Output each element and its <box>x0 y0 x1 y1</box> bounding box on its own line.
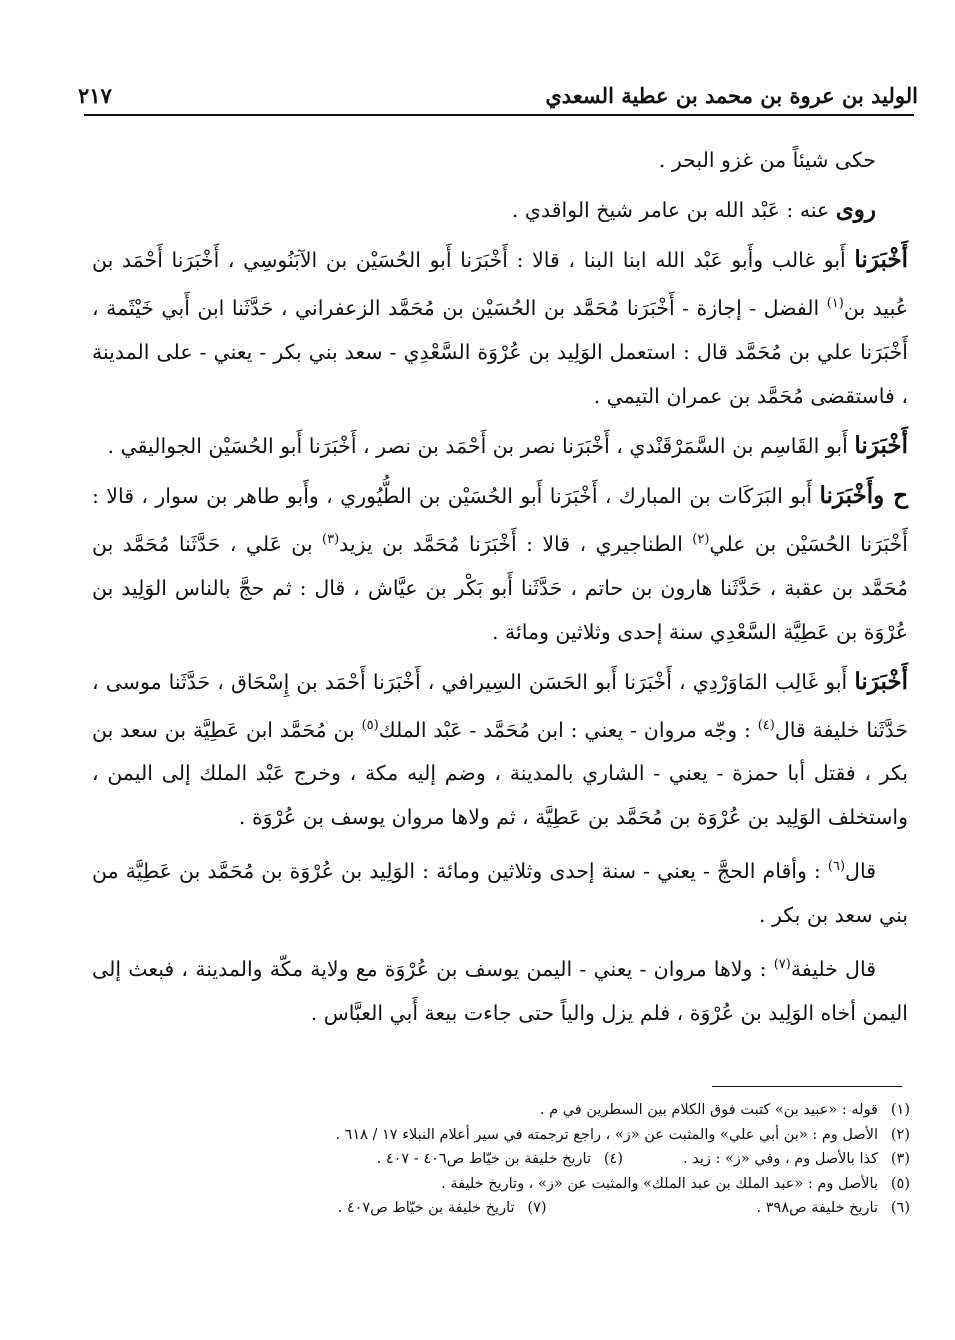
paragraph-5-text-b: الطناجيري ، قالا : أَخْبَرَنا مُحَمَّد بن يزيد <box>339 531 693 556</box>
header-rule <box>84 114 914 116</box>
footnote-ref-6[interactable]: (٦) <box>827 859 846 875</box>
page-number: ٢١٧ <box>78 83 112 108</box>
paragraph-5-lead: ح وأَخْبَرَنا <box>819 481 908 509</box>
paragraph-6-text-a: أَبو غَالِب المَاوَرْدِي ، أَخْبَرَنا أَبو الحَسَن السِيرافي ، أَخْبَرَنا أَحْمَد بن إِسْحَاق ، حَدَّثَنا موسى ، حَدَّثَنا خليفة قال <box>92 669 908 742</box>
footnote-number: (٥) <box>890 1175 910 1192</box>
footnote-number: (٧) <box>527 1200 547 1216</box>
footnote-7 <box>338 1196 547 1221</box>
footnote-text: تاريخ خليفة بن خيّاط ص٤٠٧ . <box>337 1200 515 1216</box>
main-text <box>92 138 908 1041</box>
footnote-text: كذا بالأصل وم ، وفي «ز» : زيد . <box>683 1151 878 1167</box>
footnote-number: (٦) <box>890 1200 910 1216</box>
paragraph-6-text-b: : وجّه مروان - يعني : ابن مُحَمَّد - عَبْد الملك <box>378 717 758 742</box>
paragraph-5 <box>92 474 908 654</box>
footnote-text: بالأصل وم : «عبد الملك بن عبد الملك» والمثبت عن «ز» ، وتاريخ خليفة . <box>441 1175 878 1192</box>
footnote-number: (٢) <box>890 1126 910 1143</box>
paragraph-6 <box>92 660 908 840</box>
paragraph-3-lead: أَخْبَرَنا <box>854 246 908 273</box>
paragraph-4-lead: أَخْبَرَنا <box>854 431 908 459</box>
paragraph-7-text-b: : وأقام الحجَّ - يعني - سنة إحدى وثلاثين ومائة : الوَلِيد بن عُرْوَة بن مُحَمَّد بن عَطِيَّة من بني سعد بن بكر . <box>92 859 908 928</box>
footnote-ref-4[interactable]: (٤) <box>757 717 775 733</box>
footnote-spacer <box>547 1196 757 1221</box>
footnote-1 <box>200 1098 910 1123</box>
paragraph-3 <box>92 238 908 418</box>
paragraph-2 <box>92 188 908 232</box>
footnote-ref-7[interactable]: (٧) <box>773 957 791 973</box>
paragraph-5-text-a: أَبو البَرَكَات بن المبارك ، أَخْبَرَنا أَبو الحُسَيْن بن الطُّيُوري ، وأَبو طاهر بن سوار ، قالا : أَخْبَرَنا الحُسَيْن بن علي <box>92 483 909 556</box>
footnote-3 <box>683 1147 910 1172</box>
paragraph-3-text-a: أَبو غالب وأَبو عَبْد الله ابنا البنا ، قالا : أَخْبَرَنا أَبو الحُسَيْن بن الآبَنُوسِي ، أَخْبَرَنا أَحْمَد بن عُبيد بن <box>92 248 908 320</box>
footnote-ref-2[interactable]: (٢) <box>692 531 710 547</box>
footnote-text: قوله : «عبيد بن» كتبت فوق الكلام بين السطرين في م . <box>539 1102 878 1118</box>
footnote-rule <box>712 1086 902 1087</box>
paragraph-6-text-c: بن مُحَمَّد ابن عَطِيَّة بن سعد بن بكر ، فقتل أبا حمزة - يعني - الشاري بالمدينة ، وضم إليه مكة ، وخرج عَبْد الملك إلى اليمن ، واستخلف الوَلِيد بن عُرْوَة بن مُحَمَّد بن عَطِيَّة ، ثم ولاها مروان يوسف بن عُرْوَة . <box>92 717 908 830</box>
footnote-text: تاريخ خليفة ص٣٩٨ . <box>756 1200 878 1216</box>
footnote-4 <box>377 1147 623 1172</box>
paragraph-7-text-a: قال <box>845 859 876 884</box>
paragraph-5-text-c: بن عَلي ، حَدَّثَنا مُحَمَّد بن مُحَمَّد بن عقبة ، حَدَّثَنا هارون بن حاتم ، حَدَّثَنا أَبو بَكْر بن عيَّاش ، قال : ثم حجَّ بالناس الوَلِيد بن عُرْوَة بن عَطِيَّة السَّعْدِي سنة إحدى وثلاثين ومائة . <box>92 531 908 644</box>
paragraph-1 <box>92 138 908 182</box>
running-title: الوليد بن عروة بن محمد بن عطية السعدي <box>545 83 918 108</box>
footnote-ref-5[interactable]: (٥) <box>361 717 379 733</box>
page-header <box>78 62 918 108</box>
footnotes <box>200 1098 910 1221</box>
paragraph-2-lead: روى <box>835 196 876 223</box>
footnote-number: (٤) <box>603 1151 623 1167</box>
footnote-3-4 <box>200 1147 910 1172</box>
paragraph-4 <box>92 424 908 468</box>
paragraph-6-lead: أَخْبَرَنا <box>854 667 908 695</box>
footnote-text: تاريخ خليفة بن خيّاط ص٤٠٦ - ٤٠٧ . <box>376 1151 591 1167</box>
paragraph-8 <box>92 943 908 1035</box>
paragraph-8-text-a: قال خليفة <box>790 957 876 982</box>
paragraph-1-text: حكى شيئاً من غزو البحر . <box>658 148 876 172</box>
footnote-5 <box>200 1172 910 1197</box>
footnote-text: الأصل وم : «بن أبي علي» والمثبت عن «ز» ، راجع ترجمته في سير أعلام النبلاء ١٧ / ٦١٨ . <box>335 1126 878 1143</box>
footnote-spacer <box>623 1147 683 1172</box>
footnote-6 <box>757 1196 910 1221</box>
footnote-ref-3[interactable]: (٣) <box>322 531 340 547</box>
paragraph-8-text-b: : ولاها مروان - يعني - اليمن يوسف بن عُرْوَة مع ولاية مكّة والمدينة ، فبعث إلى اليمن أخاه الوَلِيد بن عُرْوَة ، فلم يزل والياً حتى جاءت بيعة أَبي العبَّاس . <box>92 957 908 1026</box>
paragraph-2-text: عنه : عَبْد الله بن عامر شيخ الواقدي . <box>511 198 836 222</box>
footnote-2 <box>200 1123 910 1148</box>
footnote-number: (١) <box>890 1102 910 1118</box>
footnote-ref-1[interactable]: (١) <box>826 296 844 311</box>
paragraph-7 <box>92 845 908 937</box>
paragraph-4-text: أَبو القَاسِم بن السَّمَرْقَنْدي ، أَخْبَرَنا نصر بن أَحْمَد بن نصر ، أَخْبَرَنا أَبو الحُسَيْن الجواليقي . <box>107 433 855 458</box>
footnote-6-7 <box>200 1196 910 1221</box>
footnote-number: (٣) <box>890 1151 910 1167</box>
paragraph-3-text-b: الفضل - إجازة - أَخْبَرَنا مُحَمَّد بن الحُسَيْن بن مُحَمَّد الزعفراني ، حَدَّثَنا ابن أَبي خَيْثَمة ، أَخْبَرَنا علي بن مُحَمَّد قال : استعمل الوَلِيد بن عُرْوَة السَّعْدِي - سعد بني بكر - يعني - على المدينة ، فاستقضى مُحَمَّد بن عمران التيمي . <box>92 295 908 408</box>
